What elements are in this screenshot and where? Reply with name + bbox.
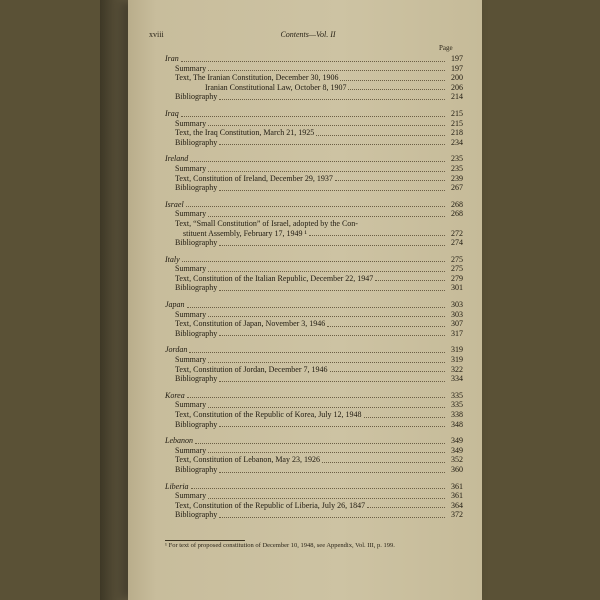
toc-item-text: Bibliography xyxy=(175,183,218,193)
footnote: ¹ For text of proposed constitution of December 10, 1948, see Appendix, Vol. III, p. 199. xyxy=(165,542,395,549)
toc-item xyxy=(165,446,463,456)
toc-country-page: 303 xyxy=(451,300,463,310)
toc-item-page: 334 xyxy=(451,374,463,384)
dot-leader xyxy=(219,244,445,246)
toc-item-page: 322 xyxy=(451,364,463,374)
toc-item xyxy=(165,183,463,193)
toc-item xyxy=(165,229,463,239)
dot-leader xyxy=(195,442,445,444)
toc-item-page: 218 xyxy=(451,128,463,138)
dot-leader xyxy=(190,160,445,162)
toc-item xyxy=(165,455,463,465)
toc-item-text: Summary xyxy=(175,118,207,128)
dot-leader xyxy=(340,79,445,81)
toc-country-text: Italy xyxy=(165,254,180,264)
toc-country-text: Israel xyxy=(165,199,184,209)
dot-leader xyxy=(219,380,445,382)
toc-country-page: 335 xyxy=(451,390,463,400)
toc-country xyxy=(165,436,463,446)
toc-country-text: Liberia xyxy=(165,481,189,491)
dot-leader xyxy=(187,306,445,308)
toc-country xyxy=(165,345,463,355)
toc-item-text: Bibliography xyxy=(175,137,218,147)
toc-item xyxy=(165,64,463,74)
toc-item xyxy=(165,73,463,83)
page-column-label: Page xyxy=(439,44,453,52)
toc-item-page: 279 xyxy=(451,273,463,283)
toc-item-page: 268 xyxy=(451,209,463,219)
toc-item xyxy=(165,465,463,475)
dot-leader xyxy=(330,370,445,372)
dot-leader xyxy=(219,471,445,473)
book-binding xyxy=(100,0,130,600)
toc-entry xyxy=(165,391,463,429)
toc-item-text: Text, Constitution of the Italian Republic, December 22, 1947 xyxy=(175,273,374,283)
toc-item-text: Text, “Small Constitution” of Israel, adopted by the Con- xyxy=(175,218,358,228)
toc-item xyxy=(165,264,463,274)
toc-country xyxy=(165,200,463,210)
toc-country-text: Japan xyxy=(165,300,185,310)
toc-item xyxy=(165,355,463,365)
dot-leader xyxy=(181,60,445,62)
toc-country-text: Iran xyxy=(165,54,179,63)
toc-item xyxy=(165,138,463,148)
toc-item-text: Bibliography xyxy=(175,283,218,293)
toc-entry xyxy=(165,109,463,147)
toc-country-text: Lebanon xyxy=(165,436,193,446)
toc-item-page: 214 xyxy=(451,92,463,102)
toc-item-text: Text, Constitution of the Republic of Liberia, July 26, 1847 xyxy=(175,500,366,510)
toc-item-page: 239 xyxy=(451,173,463,183)
dot-leader xyxy=(191,487,445,489)
toc-item xyxy=(165,400,463,410)
toc-country-page: 319 xyxy=(451,345,463,355)
toc-item-text: Iranian Constitutional Law, October 8, 1907 xyxy=(205,82,347,92)
dot-leader xyxy=(219,143,445,145)
dot-leader xyxy=(219,189,445,191)
toc-country-page: 215 xyxy=(451,108,463,118)
toc-item-page: 352 xyxy=(451,455,463,465)
toc-item xyxy=(165,174,463,184)
toc-item-text: Bibliography xyxy=(175,328,218,338)
toc-item-page: 335 xyxy=(451,400,463,410)
toc-country xyxy=(165,391,463,401)
toc-item-page: 200 xyxy=(451,73,463,83)
toc-item-text: Summary xyxy=(175,400,207,410)
dot-leader xyxy=(186,205,445,207)
dot-leader xyxy=(208,124,445,126)
dot-leader xyxy=(219,334,445,336)
toc-item xyxy=(165,274,463,284)
toc-country xyxy=(165,109,463,119)
toc-item-page: 319 xyxy=(451,355,463,365)
toc-item-page: 301 xyxy=(451,283,463,293)
table-of-contents xyxy=(165,54,463,527)
dot-leader xyxy=(364,416,445,418)
dot-leader xyxy=(219,289,445,291)
toc-item-text: Text, the Iraq Constitution, March 21, 1925 xyxy=(175,128,315,138)
dot-leader xyxy=(182,260,445,262)
toc-country xyxy=(165,482,463,492)
dot-leader xyxy=(219,425,445,427)
toc-entry xyxy=(165,255,463,293)
toc-item-text: Text, Constitution of Lebanon, May 23, 1926 xyxy=(175,455,320,465)
dot-leader xyxy=(322,461,445,463)
toc-item-text: Text, Constitution of the Republic of Korea, July 12, 1948 xyxy=(175,410,362,419)
toc-item xyxy=(165,329,463,339)
toc-item xyxy=(165,83,463,93)
dot-leader xyxy=(335,179,445,181)
dot-leader xyxy=(208,270,445,272)
toc-item-text: Bibliography xyxy=(175,374,218,384)
toc-item-text: Summary xyxy=(175,209,207,219)
toc-item-page: 272 xyxy=(451,228,463,238)
toc-item-page: 349 xyxy=(451,445,463,455)
toc-country-page: 349 xyxy=(451,436,463,446)
dot-leader xyxy=(208,215,445,217)
toc-item-text: Summary xyxy=(175,264,207,274)
toc-item-page: 372 xyxy=(451,510,463,520)
toc-item-text: Summary xyxy=(175,309,207,319)
toc-item-text: Bibliography xyxy=(175,238,218,248)
toc-item-text: Bibliography xyxy=(175,464,218,474)
dot-leader xyxy=(208,361,445,363)
toc-entry xyxy=(165,154,463,192)
toc-entry xyxy=(165,300,463,338)
toc-item-text: Summary xyxy=(175,63,207,73)
toc-item xyxy=(165,310,463,320)
toc-item-text: stituent Assembly, February 17, 1949 ¹ xyxy=(183,228,307,238)
dot-leader xyxy=(181,115,445,117)
toc-item-page: 197 xyxy=(451,63,463,73)
dot-leader xyxy=(189,351,445,353)
dot-leader xyxy=(208,315,445,317)
dot-leader xyxy=(219,516,445,518)
toc-item-text: Bibliography xyxy=(175,419,218,429)
toc-country-page: 235 xyxy=(451,154,463,164)
toc-country-text: Jordan xyxy=(165,345,188,355)
dot-leader xyxy=(208,406,445,408)
toc-item xyxy=(165,219,463,229)
toc-item-text: Bibliography xyxy=(175,510,218,520)
toc-entry xyxy=(165,436,463,474)
toc-item-page: 348 xyxy=(451,419,463,429)
toc-item-text: Summary xyxy=(175,491,207,501)
toc-country xyxy=(165,255,463,265)
page-number: xviii xyxy=(149,30,164,39)
toc-country xyxy=(165,154,463,164)
dot-leader xyxy=(208,170,445,172)
toc-item xyxy=(165,501,463,511)
toc-item-page: 338 xyxy=(451,410,463,419)
toc-item-text: Text, Constitution of Jordan, December 7, 1946 xyxy=(175,364,328,374)
toc-item xyxy=(165,119,463,129)
toc-item xyxy=(165,365,463,375)
toc-item-page: 267 xyxy=(451,183,463,193)
toc-country xyxy=(165,54,463,64)
toc-item xyxy=(165,420,463,430)
toc-item-page: 235 xyxy=(451,163,463,173)
toc-entry xyxy=(165,54,463,102)
toc-item xyxy=(165,319,463,329)
toc-country-text: Korea xyxy=(165,390,185,400)
toc-item-page: 361 xyxy=(451,491,463,501)
toc-item xyxy=(165,164,463,174)
toc-entry xyxy=(165,200,463,248)
toc-country-text: Iraq xyxy=(165,108,179,118)
toc-item-page: 307 xyxy=(451,319,463,329)
toc-item-page: 360 xyxy=(451,464,463,474)
toc-item xyxy=(165,238,463,248)
toc-item-page: 206 xyxy=(451,82,463,92)
toc-item-page: 274 xyxy=(451,238,463,248)
toc-item-text: Summary xyxy=(175,355,207,365)
toc-entry xyxy=(165,345,463,383)
toc-item xyxy=(165,510,463,520)
toc-country-page: 268 xyxy=(451,199,463,209)
toc-item-text: Summary xyxy=(175,445,207,455)
dot-leader xyxy=(316,134,445,136)
toc-item xyxy=(165,374,463,384)
footnote-rule xyxy=(165,540,245,541)
toc-item-text: Text, The Iranian Constitution, December 30, 1906 xyxy=(175,73,339,83)
dot-leader xyxy=(219,98,445,100)
toc-item xyxy=(165,209,463,219)
toc-item-text: Text, Constitution of Japan, November 3, 1946 xyxy=(175,319,326,329)
toc-item xyxy=(165,92,463,102)
dot-leader xyxy=(208,69,445,71)
toc-country-text: Ireland xyxy=(165,154,189,164)
dot-leader xyxy=(208,451,445,453)
toc-item xyxy=(165,283,463,293)
dot-leader xyxy=(367,506,445,508)
toc-item-text: Summary xyxy=(175,163,207,173)
toc-country-page: 275 xyxy=(451,254,463,264)
toc-item-page: 303 xyxy=(451,309,463,319)
dot-leader xyxy=(375,279,445,281)
dot-leader xyxy=(327,325,445,327)
toc-item xyxy=(165,410,463,420)
toc-item-page: 215 xyxy=(451,118,463,128)
toc-item-page: 317 xyxy=(451,328,463,338)
dot-leader xyxy=(309,234,445,236)
toc-item-text: Bibliography xyxy=(175,92,218,102)
toc-item-page: 275 xyxy=(451,264,463,274)
toc-country-page: 197 xyxy=(451,54,463,63)
dot-leader xyxy=(208,497,445,499)
dot-leader xyxy=(348,88,445,90)
toc-country xyxy=(165,300,463,310)
toc-country-page: 361 xyxy=(451,481,463,491)
toc-entry xyxy=(165,482,463,520)
running-title: Contents—Vol. II xyxy=(280,30,336,39)
toc-item xyxy=(165,491,463,501)
toc-item xyxy=(165,128,463,138)
toc-item-text: Text, Constitution of Ireland, December 29, 1937 xyxy=(175,173,333,183)
toc-item-page: 364 xyxy=(451,500,463,510)
dot-leader xyxy=(187,396,445,398)
toc-item-page: 234 xyxy=(451,137,463,147)
